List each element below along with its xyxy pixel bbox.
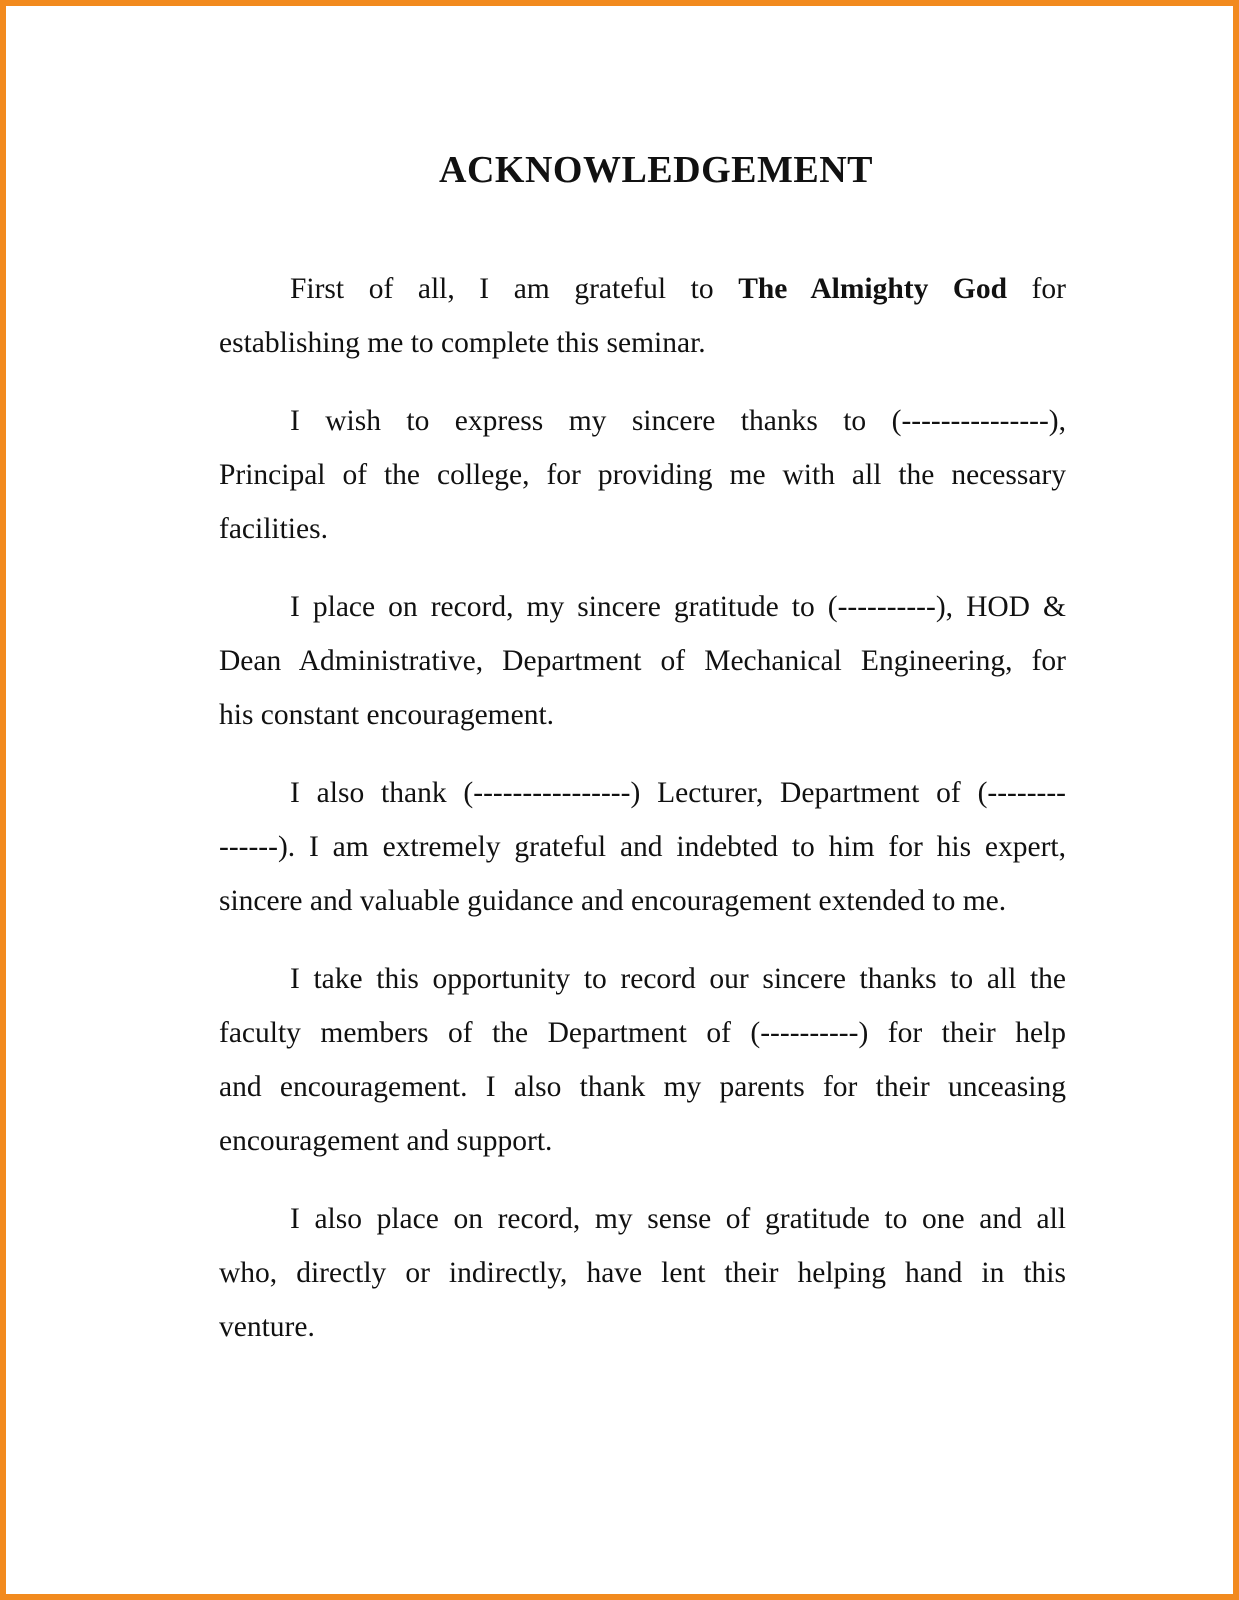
paragraph-line: Dean Administrative, Department of Mechanical Engineering, for — [219, 645, 1066, 677]
paragraph-line: and encouragement. I also thank my parents for their unceasing — [219, 1071, 1066, 1103]
paragraph-1 — [219, 262, 1066, 370]
paragraph-6 — [219, 1192, 1066, 1354]
paragraph-line: I also thank (----------------) Lecturer, Department of (-------- — [290, 777, 1066, 809]
paragraph-2 — [219, 394, 1066, 556]
paragraph-line: I also place on record, my sense of gratitude to one and all — [290, 1203, 1066, 1235]
paragraph-line: ------). I am extremely grateful and indebted to him for his expert, — [219, 831, 1066, 863]
document-body — [219, 262, 1066, 1378]
document-title: ACKNOWLEDGEMENT — [439, 149, 873, 191]
paragraph-line: faculty members of the Department of (----------) for their help — [219, 1017, 1066, 1049]
paragraph-line: sincere and valuable guidance and encouragement extended to me. — [219, 885, 1007, 917]
paragraph-line: encouragement and support. — [219, 1125, 553, 1157]
paragraph-line: his constant encouragement. — [219, 699, 555, 731]
paragraph-line: venture. — [219, 1311, 315, 1343]
paragraph-line: I place on record, my sincere gratitude to (----------), HOD & — [290, 591, 1066, 623]
paragraph-line: facilities. — [219, 513, 328, 545]
text-run: First of all, I am grateful to — [290, 273, 714, 305]
paragraph-line: I take this opportunity to record our sincere thanks to all the — [290, 963, 1066, 995]
paragraph-line: establishing me to complete this seminar. — [219, 327, 706, 359]
paragraph-line: Principal of the college, for providing me with all the necessary — [219, 459, 1066, 491]
text-run: for — [1031, 273, 1066, 305]
bold-text: The Almighty God — [738, 273, 1008, 305]
paragraph-line: I wish to express my sincere thanks to (---------------), — [290, 405, 1066, 437]
paragraph-line: who, directly or indirectly, have lent their helping hand in this — [219, 1257, 1066, 1289]
paragraph-5 — [219, 952, 1066, 1168]
paragraph-4 — [219, 766, 1066, 928]
paragraph-line — [219, 262, 1066, 316]
paragraph-3 — [219, 580, 1066, 742]
